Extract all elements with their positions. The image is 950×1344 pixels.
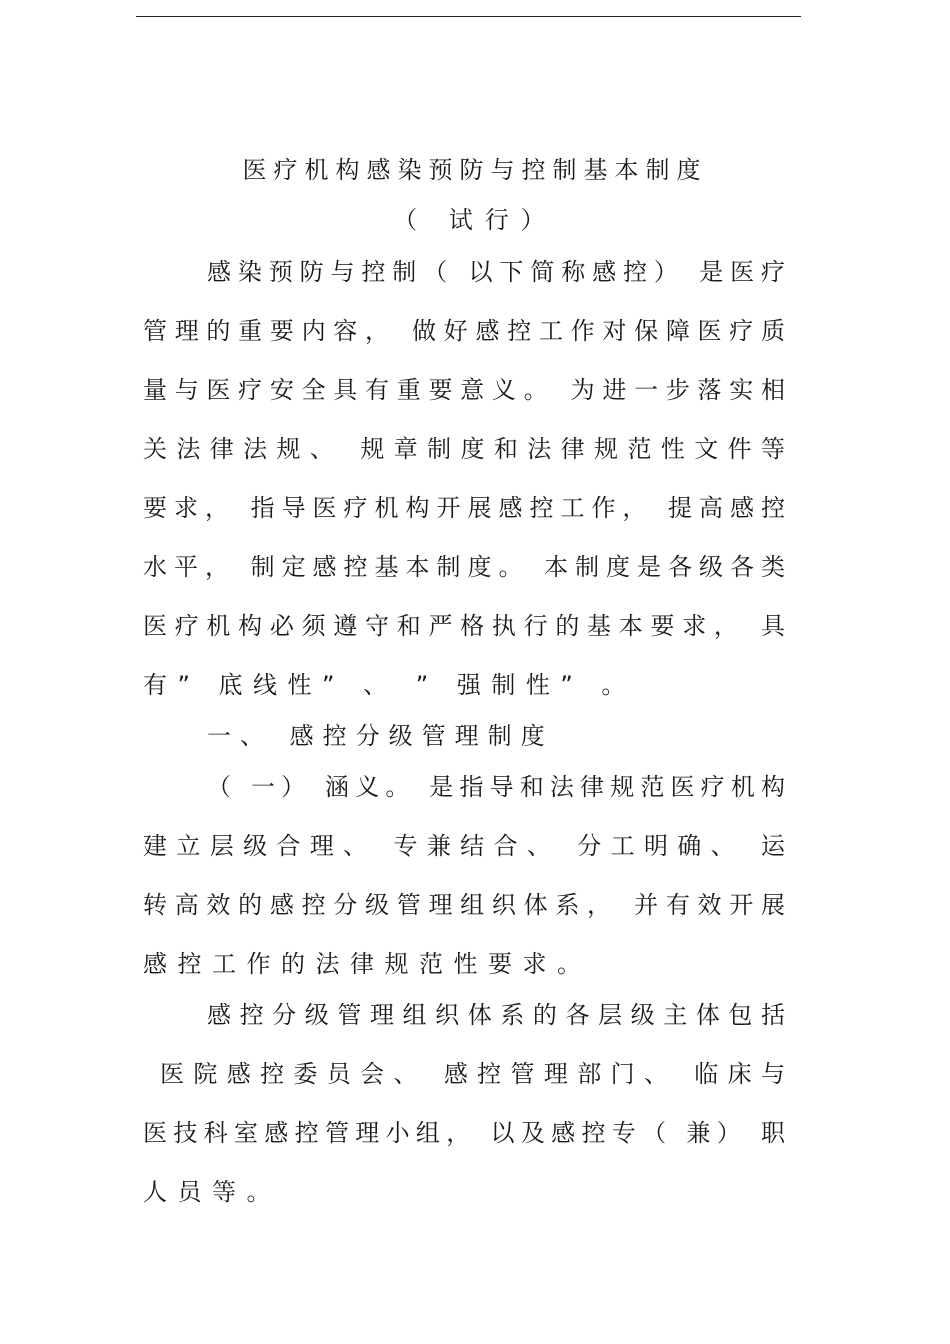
body-line: 感染预防与控制（ 以下简称感控） 是医疗: [207, 258, 785, 286]
document-subtitle: （ 试行）: [393, 206, 557, 234]
body-line: 管理的重要内容， 做好感控工作对保障医疗质: [143, 317, 785, 345]
body-line: 建立层级合理、 专兼结合、 分工明确、 运: [143, 832, 785, 860]
body-line: 感控工作的法律规范性要求。: [143, 950, 592, 978]
header-rule: [136, 16, 801, 17]
body-line: 医疗机构必须遵守和严格执行的基本要求， 具: [143, 612, 785, 640]
body-line: 水平， 制定感控基本制度。 本制度是各级各类: [143, 553, 785, 581]
document-title: 医疗机构感染预防与控制基本制度: [242, 156, 708, 184]
body-line: 转高效的感控分级管理组织体系， 并有效开展: [143, 891, 785, 919]
body-line: 有” 底线性” 、 ” 强制性” 。: [143, 671, 636, 699]
section-heading: 一、 感控分级管理制度: [207, 722, 554, 750]
body-line: 医院感控委员会、 感控管理部门、 临床与: [160, 1060, 785, 1088]
body-line: 关法律法规、 规章制度和法律规范性文件等: [143, 435, 785, 463]
body-line: 人员等。: [143, 1178, 281, 1206]
body-line: （ 一） 涵义。 是指导和法律规范医疗机构: [207, 773, 785, 801]
body-line: 医技科室感控管理小组， 以及感控专（ 兼） 职: [143, 1119, 785, 1147]
body-line: 要求， 指导医疗机构开展感控工作， 提高感控: [143, 494, 785, 522]
body-line: 量与医疗安全具有重要意义。 为进一步落实相: [143, 376, 785, 404]
body-line: 感控分级管理组织体系的各层级主体包括: [207, 1001, 785, 1029]
